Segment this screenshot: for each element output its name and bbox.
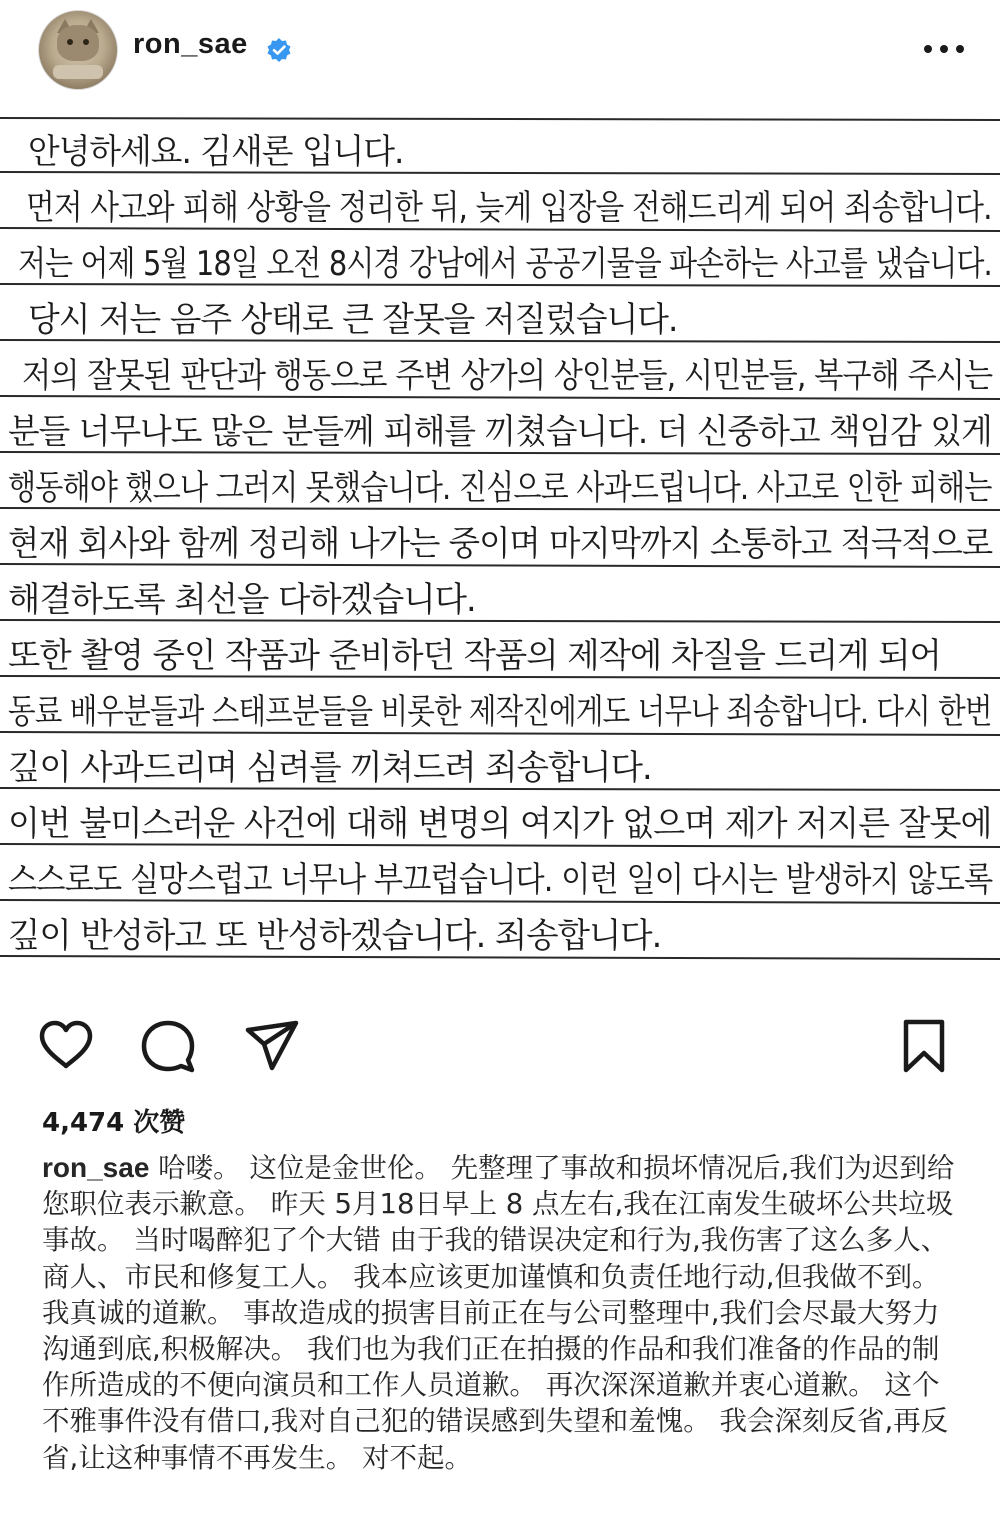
heart-icon[interactable] [36,1016,96,1076]
letter-line: 당시 저는 음주 상태로 큰 잘못을 저질렀습니다. [28,300,678,340]
bookmark-icon[interactable] [894,1016,954,1076]
share-icon[interactable] [242,1016,302,1076]
letter-line: 안녕하세요. 김새론 입니다. [28,132,404,172]
cat-eye-right [83,39,89,45]
post-header [0,0,1000,108]
action-bar [0,1004,1000,1084]
username-link[interactable]: ron_sae [133,28,248,60]
avatar[interactable] [38,10,118,90]
letter-line: 저의 잘못된 판단과 행동으로 주변 상가의 상인분들, 시민분들, 복구해 주시는 [22,356,993,396]
letter-line: 깊이 반성하고 또 반성하겠습니다. 죄송합니다. [8,916,662,956]
more-options-icon[interactable] [922,36,966,62]
letter-line: 동료 배우분들과 스태프분들을 비롯한 제작진에게도 너무나 죄송합니다. 다시 한번 [8,692,992,732]
letter-line: 스스로도 실망스럽고 너무나 부끄럽습니다. 이런 일이 다시는 발생하지 않도록 [8,860,993,900]
letter-line: 해결하도록 최선을 다하겠습니다. [8,580,476,620]
letter-line: 이번 불미스러운 사건에 대해 변명의 여지가 없으며 제가 저지른 잘못에 [8,804,992,844]
post-image-letter [0,110,1000,992]
verified-badge-icon [266,37,292,63]
like-count[interactable]: 4,474 次赞 [42,1108,186,1138]
letter-line: 분들 너무나도 많은 분들께 피해를 끼쳤습니다. 더 신중하고 책임감 있게 [8,412,992,452]
cat-head [57,25,99,61]
caption-text: 哈喽。 这位是金世伦。 先整理了事故和损坏情况后,我们为迟到给您职位表示歉意。 昨天 5月18日早上 8 点左右,我在江南发生破坏公共垃圾事故。 当时喝醉犯了个大错 由于我的错误决定和行为,我伤害了这么多人、商人、市民和修复工人。 我本应该更加谨慎和负责任地行动,但我做不到。 我真诚的道歉。 事故造成的损害目前正在与公司整理中,我们会尽最大努力沟通到底,积极解决。 我们也为我们正在拍摄的作品和我们准备的作品的制作所造成的不便向演员和工作人员道歉。 再次深深道歉并衷心道歉。 这个不雅事件没有借口,我对自己犯的错误感到失望和羞愧。 我会深刻反省,再反省,让这种事情不再发生。 对不起。 [42,1152,955,1474]
caption-username[interactable]: ron_sae [42,1152,150,1183]
comment-icon[interactable] [138,1016,198,1076]
letter-line: 또한 촬영 중인 작품과 준비하던 작품의 제작에 차질을 드리게 되어 [8,636,941,676]
cat-paws [53,65,103,79]
post-caption [42,1150,962,1476]
cat-eye-left [67,39,73,45]
letter-line: 행동해야 했으나 그러지 못했습니다. 진심으로 사과드립니다. 사고로 인한 피해는 [8,468,992,508]
letter-line: 깊이 사과드리며 심려를 끼쳐드려 죄송합니다. [8,748,652,788]
letter-line: 먼저 사고와 피해 상황을 정리한 뒤, 늦게 입장을 전해드리게 되어 죄송합니다. [26,188,992,228]
letter-line: 현재 회사와 함께 정리해 나가는 중이며 마지막까지 소통하고 적극적으로 [8,524,993,564]
letter-line: 저는 어제 5월 18일 오전 8시경 강남에서 공공기물을 파손하는 사고를 냈습니다. [18,244,992,284]
